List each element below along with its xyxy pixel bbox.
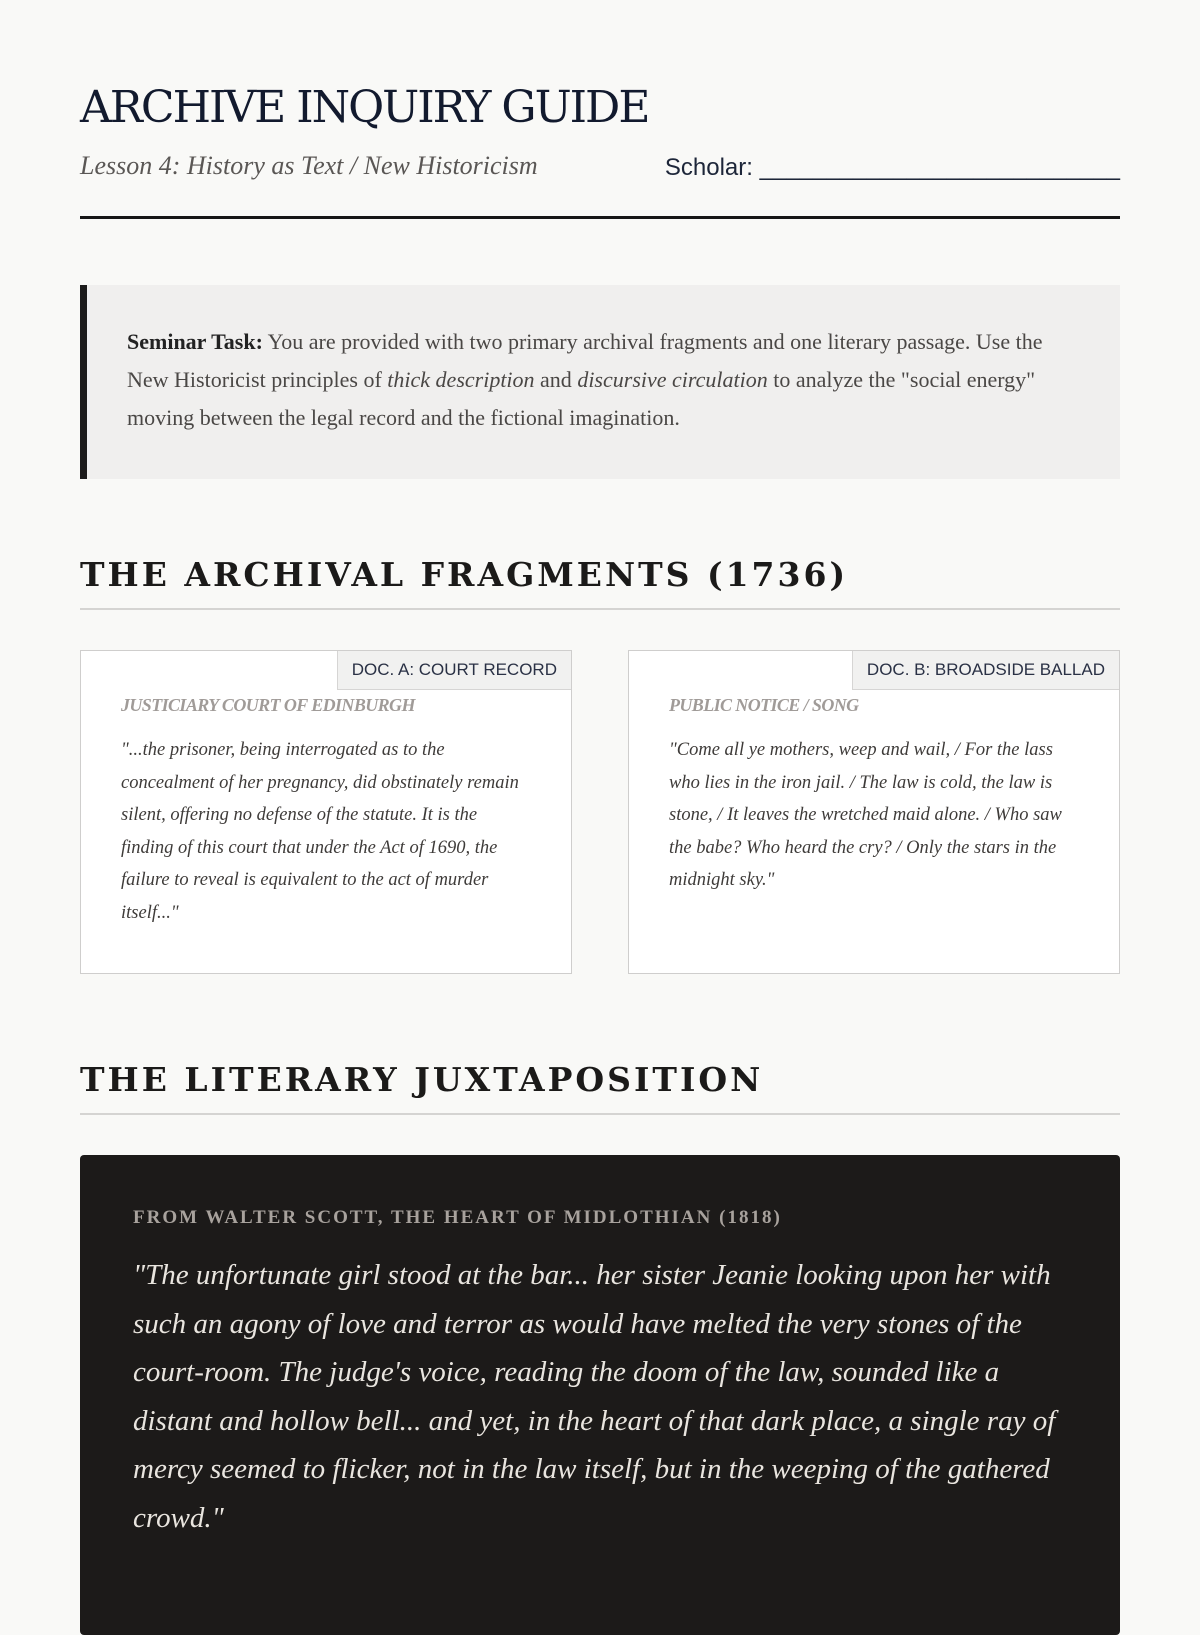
doc-text: "Come all ye mothers, weep and wail, / For the lass who lies in the iron jail. / The law is cold, the law is stone, / It leaves the wretched maid alone. / Who saw the babe? Who heard the cry? / Only the stars in the midnight sky." <box>669 740 1062 890</box>
doc-tag: DOC. B: BROADSIDE BALLAD <box>852 651 1119 690</box>
doc-source: PUBLIC NOTICE / SONG <box>669 695 859 715</box>
page-title: ARCHIVE INQUIRY GUIDE <box>80 82 649 133</box>
task-text-2: and <box>534 367 578 392</box>
lesson-subtitle: Lesson 4: History as Text / New Historicism <box>80 151 538 180</box>
doc-source: JUSTICIARY COURT OF EDINBURGH <box>121 695 415 715</box>
literary-passage-box <box>80 1155 1120 1635</box>
task-text-3: to analyze the "social energy" moving between the legal record and the fictional imagination. <box>127 367 1036 430</box>
page-header <box>80 82 1120 219</box>
scholar-name-field[interactable]: Scholar: ___________________________ <box>664 154 1120 181</box>
task-term-thick-description: thick description <box>387 367 535 392</box>
doc-card-broadside-ballad <box>628 650 1120 974</box>
task-term-discursive-circulation: discursive circulation <box>577 367 768 392</box>
literary-juxtaposition-heading: THE LITERARY JUXTAPOSITION <box>80 1060 1120 1115</box>
seminar-task-box <box>80 285 1120 479</box>
doc-card-court-record <box>80 650 572 974</box>
archival-documents <box>80 650 1120 974</box>
archival-fragments-heading: THE ARCHIVAL FRAGMENTS (1736) <box>80 555 1120 610</box>
literary-source: FROM WALTER SCOTT, THE HEART OF MIDLOTHIAN (1818) <box>133 1207 782 1228</box>
task-text-1: You are provided with two primary archival fragments and one literary passage. Use the New Historicist principles of <box>127 329 1043 392</box>
doc-tag: DOC. A: COURT RECORD <box>337 651 571 690</box>
task-label: Seminar Task: <box>127 329 263 354</box>
literary-quote: "The unfortunate girl stood at the bar... her sister Jeanie looking upon her with such an agony of love and terror as would have melted the very stones of the court-room. The judge's voice, reading the doom of the law, sounded like a distant and hollow bell... and yet, in the heart of that dark place, a single ray of mercy seemed to flicker, not in the law itself, but in the weeping of the gathered crowd." <box>133 1259 1056 1534</box>
doc-text: "...the prisoner, being interrogated as to the concealment of her pregnancy, did obstinately remain silent, offering no defense of the statute. It is the finding of this court that under the Act of 1690, the failure to reveal is equivalent to the act of murder itself..." <box>121 740 519 923</box>
worksheet-page <box>80 0 1120 1635</box>
